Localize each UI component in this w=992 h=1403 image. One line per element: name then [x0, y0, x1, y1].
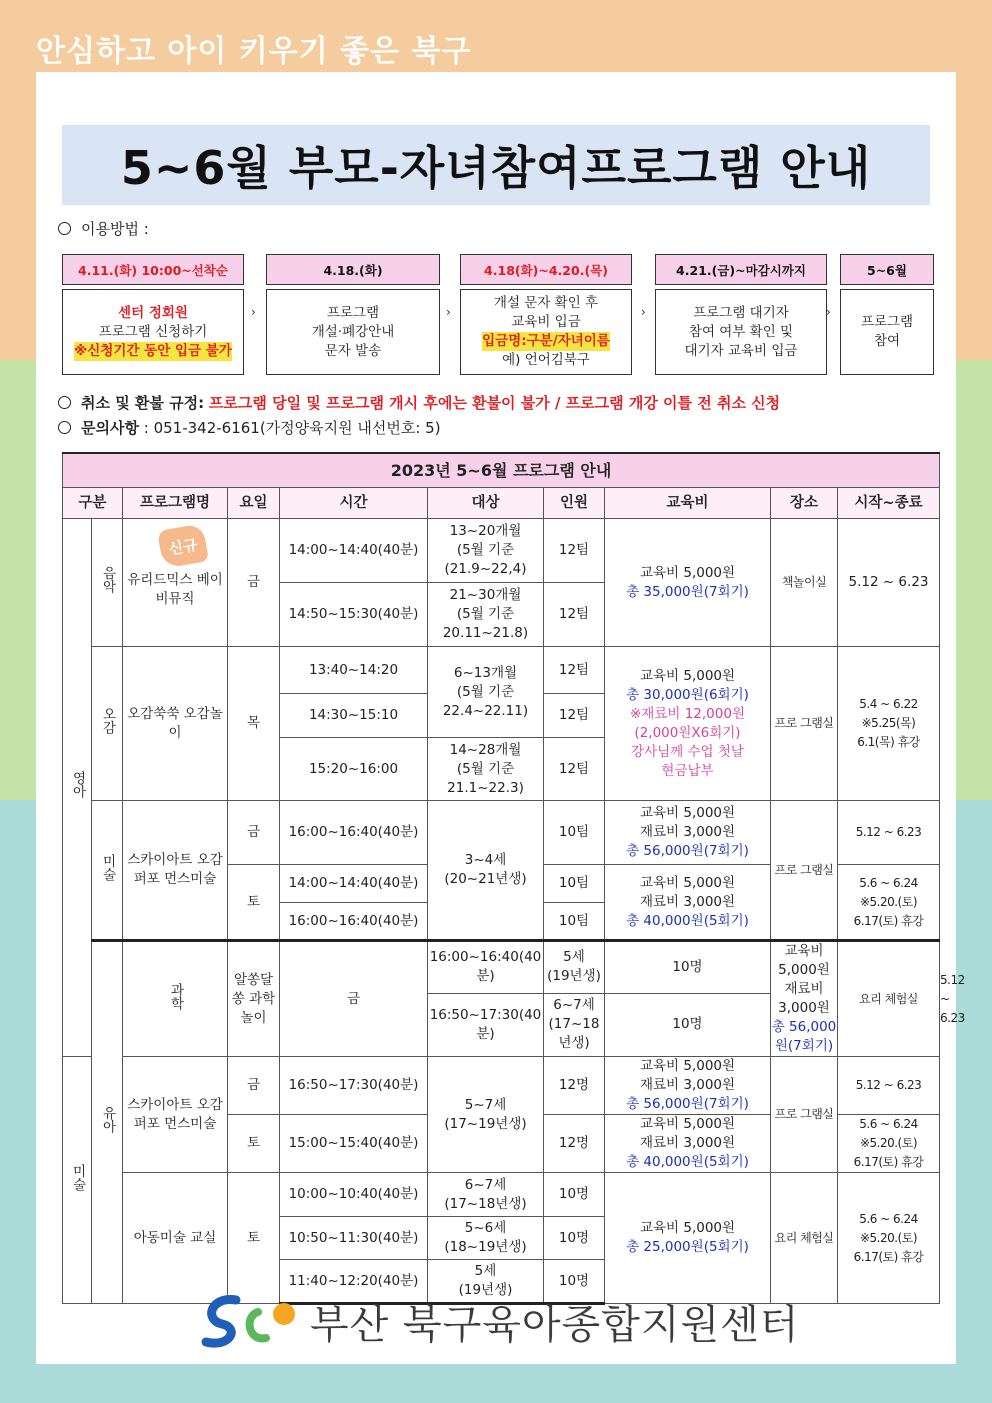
program-name: 오감쑥쑥 오감놀이	[123, 647, 228, 801]
step-3-line-2: 교육비 입금	[511, 314, 581, 330]
time-cell: 10:00~10:40(40분)	[280, 1173, 428, 1217]
period-note: 6.17(토) 휴강	[853, 1155, 924, 1169]
period-note: ※5.20.(토)	[859, 894, 918, 909]
center-logo-icon	[200, 1290, 300, 1352]
fee-total: 총 56,000원(7회기)	[626, 843, 749, 859]
fee-note: 현금납부	[661, 762, 714, 779]
subcategory-art-label: 미술	[99, 853, 116, 881]
fee-cell	[605, 865, 771, 941]
fee-material: 재료비 3,000원	[639, 824, 736, 840]
target-text: 6~13개월	[453, 664, 518, 681]
step-4-line-1: 프로그램 대기자	[693, 304, 789, 321]
capacity-cell: 10팀	[544, 801, 605, 865]
target-cell	[544, 993, 605, 1056]
fee-text: 교육비 5,000원	[639, 1116, 736, 1132]
step-5	[840, 254, 934, 374]
time-cell: 11:40~12:20(40분)	[280, 1260, 428, 1304]
fee-cell	[605, 1057, 771, 1115]
step-5-line-1: 프로그램	[860, 314, 914, 330]
subcategory-science	[123, 941, 228, 1057]
fee-cell	[605, 647, 771, 801]
target-cell	[428, 1217, 544, 1260]
header-program: 프로그램명	[123, 488, 228, 519]
target-text: 5세	[474, 1263, 497, 1279]
header-target: 대상	[428, 488, 544, 519]
target-text: 22.4~22.11)	[442, 702, 529, 719]
target-text: (19년생)	[547, 968, 601, 985]
step-4-line-3: 대기자 교육비 입금	[684, 342, 798, 359]
header-place: 장소	[771, 488, 838, 519]
time-cell: 14:00~14:40(40분)	[280, 865, 428, 903]
capacity-cell: 10팀	[544, 865, 605, 903]
header-capacity: 인원	[544, 488, 605, 519]
title-box	[62, 125, 930, 205]
header-period: 시작~종료	[838, 488, 940, 519]
time-cell: 16:50~17:30(40분)	[280, 1057, 428, 1115]
capacity-cell: 10명	[544, 1173, 605, 1217]
step-3	[460, 254, 632, 374]
target-text: 6~7세	[464, 1176, 507, 1193]
period-note: ※5.25(목)	[861, 716, 916, 730]
period-cell: 5.12 ~ 6.23	[838, 1057, 940, 1115]
capacity-cell: 12명	[544, 1115, 605, 1173]
category-infant	[63, 519, 92, 1057]
step-3-body	[460, 289, 632, 375]
program-name: 스카이아트 오감퍼포 먼스미술	[123, 801, 228, 941]
subcategory-sense	[92, 647, 123, 801]
program-name: 알쏭달쏭 과학놀이	[228, 941, 280, 1057]
place-cell: 프로 그램실	[771, 801, 838, 941]
period-text: 5.6 ~ 6.24	[859, 1211, 918, 1226]
category-child-label: 유아	[99, 1106, 116, 1133]
target-text: 5세	[563, 949, 585, 966]
time-cell: 14:00~14:40(40분)	[280, 519, 428, 583]
circle-bullet-icon	[58, 421, 71, 434]
arrow-icon: ›	[251, 305, 256, 319]
fee-text: 교육비 5,000원	[639, 667, 736, 684]
target-text: (19년생)	[458, 1282, 513, 1298]
period-cell	[838, 1173, 940, 1304]
target-text: (5월 기준	[456, 683, 515, 700]
capacity-cell: 10팀	[544, 903, 605, 941]
contact-bullet	[58, 417, 441, 438]
period-note: ※5.20.(토)	[859, 1230, 918, 1245]
table-row	[63, 801, 940, 865]
capacity-cell: 12팀	[544, 647, 605, 694]
period-text: 5.4 ~ 6.22	[859, 697, 918, 711]
day-cell: 토	[228, 1173, 280, 1304]
time-cell: 15:00~15:40(40분)	[280, 1115, 428, 1173]
period-note: 6.1(목) 휴강	[857, 735, 920, 749]
target-text: 3~4세	[464, 852, 507, 868]
day-cell: 금	[228, 1057, 280, 1115]
capacity-cell: 12팀	[544, 694, 605, 738]
table-header-row	[63, 488, 940, 519]
capacity-cell: 10명	[605, 941, 771, 994]
step-1-line-1: 센터 정회원	[118, 304, 188, 321]
fee-text: 교육비 5,000원	[639, 874, 736, 891]
target-cell	[428, 801, 544, 941]
step-4-body	[655, 289, 827, 375]
target-text: 5~7세	[464, 1096, 507, 1113]
header-time: 시간	[280, 488, 428, 519]
period-text: 5.6 ~ 6.24	[859, 875, 918, 890]
target-text: (17~19년생)	[444, 1115, 527, 1132]
day-cell: 토	[228, 1115, 280, 1173]
refund-label: 취소 및 환불 규정:	[81, 394, 205, 412]
step-5-line-2: 참여	[873, 333, 901, 349]
subcategory-music-label: 음악	[99, 566, 116, 593]
step-1-line-3: ※신청기간 동안 입금 불가	[74, 342, 232, 359]
time-cell: 13:40~14:20	[280, 647, 428, 694]
fee-total: 총 40,000원(5회기)	[626, 912, 749, 929]
header-day: 요일	[228, 488, 280, 519]
place-cell: 프로 그램실	[771, 1057, 838, 1173]
category-child	[92, 941, 123, 1304]
capacity-cell: 10명	[544, 1260, 605, 1304]
target-cell	[544, 941, 605, 994]
target-text: 21.1~22.3)	[447, 779, 524, 796]
table-row	[63, 1057, 940, 1115]
step-2-line-1: 프로그램	[326, 304, 380, 321]
step-1-line-2: 프로그램 신청하기	[98, 323, 208, 340]
target-text: 20.11~21.8)	[442, 625, 529, 641]
step-1-head: 4.11.(화) 10:00~선착순	[62, 254, 244, 285]
period-cell: 5.12 ~ 6.23	[838, 801, 940, 865]
period-cell: 5.12 ~ 6.23	[838, 519, 940, 647]
target-text: 13~20개월	[449, 523, 522, 539]
target-cell	[428, 1173, 544, 1217]
arrow-icon: ›	[446, 305, 451, 319]
target-text: (17~18년생)	[444, 1195, 527, 1212]
fee-total: 총 35,000원(7회기)	[626, 583, 749, 600]
fee-cell	[771, 941, 838, 1057]
target-text: 5~6세	[464, 1220, 507, 1236]
target-cell	[428, 583, 544, 647]
fee-note: 강사님께 수업 첫날	[631, 743, 744, 760]
step-1-body	[62, 289, 244, 375]
fee-cell	[605, 801, 771, 865]
target-text: (5월 기준	[456, 760, 515, 777]
time-cell: 16:00~16:40(40분)	[428, 941, 544, 994]
contact-label: 문의사항	[81, 419, 139, 437]
header-fee: 교육비	[605, 488, 771, 519]
step-2	[266, 254, 440, 374]
arrow-icon: ›	[641, 305, 646, 319]
period-cell	[838, 865, 940, 941]
fee-text: 교육비 5,000원	[639, 564, 736, 581]
program-name: 유리드믹스 베이비뮤직	[123, 519, 228, 647]
place-cell: 요리 체험실	[771, 1173, 838, 1304]
capacity-cell: 10명	[544, 1217, 605, 1260]
slogan: 안심하고 아이 키우기 좋은 북구	[36, 34, 472, 69]
new-badge: 신규	[157, 523, 209, 568]
fee-text: 교육비 5,000원	[639, 805, 736, 821]
fee-total: 총 56,000원(7회기)	[771, 1019, 837, 1054]
table-title: 2023년 5~6월 프로그램 안내	[63, 453, 940, 488]
refund-text: 프로그램 당일 및 프로그램 개시 후에는 환불이 불가 / 프로그램 개강 이틀 전 취소 신청	[208, 394, 781, 412]
step-2-line-3: 문자 발송	[324, 342, 382, 359]
fee-text: 교육비 5,000원	[778, 943, 830, 978]
step-3-head: 4.18(화)~4.20.(목)	[460, 254, 632, 285]
step-4	[655, 254, 827, 374]
time-cell: 14:50~15:30(40분)	[280, 583, 428, 647]
refund-bullet	[58, 392, 780, 413]
day-cell: 금	[228, 519, 280, 647]
subcategory-science-label: 과학	[167, 982, 184, 1010]
footer-logo	[200, 1290, 799, 1352]
capacity-cell: 10명	[605, 993, 771, 1056]
target-text: (5월 기준	[456, 542, 515, 558]
target-text: (17~18년생)	[548, 1016, 600, 1052]
step-3-line-1: 개설 문자 확인 후	[493, 295, 599, 311]
schedule-table	[62, 452, 940, 1305]
arrow-icon: ›	[826, 305, 831, 319]
capacity-cell: 12팀	[544, 583, 605, 647]
target-text: 21~30개월	[449, 587, 522, 603]
fee-material: 재료비 3,000원	[639, 893, 736, 910]
program-name: 스카이아트 오감퍼포 먼스미술	[123, 1057, 228, 1173]
day-cell: 금	[280, 941, 428, 1057]
capacity-cell: 12팀	[544, 738, 605, 801]
step-4-line-2: 참여 여부 확인 및	[688, 323, 794, 340]
fee-total: 총 56,000원(7회기)	[626, 1096, 749, 1112]
usage-bullet	[58, 218, 149, 239]
table-row	[63, 1173, 940, 1217]
place-cell: 책놀이실	[771, 519, 838, 647]
fee-cell	[605, 519, 771, 647]
time-cell: 14:30~15:10	[280, 694, 428, 738]
fee-material: (2,000원Ⅹ6회기)	[634, 724, 741, 741]
step-5-head: 5~6월	[840, 254, 934, 285]
fee-cell	[605, 1173, 771, 1304]
circle-bullet-icon	[58, 396, 71, 409]
fee-total: 총 30,000원(6회기)	[626, 686, 749, 703]
time-cell: 16:00~16:40(40분)	[280, 903, 428, 941]
target-text: (21.9~22,4)	[444, 561, 527, 577]
step-2-head: 4.18.(화)	[266, 254, 440, 285]
header-category: 구분	[63, 488, 123, 519]
period-cell	[838, 647, 940, 801]
contact-text: : 051-342-6161(가정양육지원 내선번호: 5)	[143, 419, 441, 437]
place-cell: 요리 체험실	[838, 941, 940, 1057]
subcategory-music	[92, 519, 123, 647]
subcategory-art	[92, 801, 123, 941]
target-cell	[428, 1057, 544, 1173]
fee-material: ※재료비 12,000원	[629, 705, 745, 722]
time-cell: 15:20~16:00	[280, 738, 428, 801]
day-cell: 목	[228, 647, 280, 801]
capacity-cell: 12팀	[544, 519, 605, 583]
day-cell: 금	[228, 801, 280, 865]
target-cell	[428, 519, 544, 583]
period-cell	[838, 1115, 940, 1173]
target-text: 14~28개월	[449, 741, 522, 758]
target-text: (5월 기준	[456, 606, 515, 622]
step-1	[62, 254, 244, 374]
table-row	[63, 941, 940, 994]
step-3-line-3: 입금명:구분/자녀이름	[482, 333, 610, 349]
fee-text: 교육비 5,000원	[639, 1058, 736, 1074]
step-2-body	[266, 289, 440, 375]
target-cell	[428, 738, 544, 801]
circle-bullet-icon	[58, 222, 71, 235]
target-text: (20~21년생)	[444, 871, 527, 887]
step-5-body	[840, 289, 934, 375]
fee-material: 재료비 3,000원	[639, 1077, 736, 1093]
period-note: ※5.20.(토)	[859, 1136, 918, 1150]
place-cell: 프로 그램실	[771, 647, 838, 801]
fee-total: 총 40,000원(5회기)	[626, 1154, 749, 1170]
capacity-cell: 12명	[544, 1057, 605, 1115]
category-infant-label: 영아	[69, 771, 86, 798]
center-name: 부산 북구육아종합지원센터	[310, 1301, 800, 1348]
step-2-line-2: 개설·폐강안내	[311, 323, 395, 340]
subcategory-art-label: 미술	[69, 1163, 86, 1191]
time-cell: 16:00~16:40(40분)	[280, 801, 428, 865]
fee-material: 재료비 3,000원	[778, 981, 830, 1016]
period-text: 5.6 ~ 6.24	[859, 1117, 918, 1131]
subcategory-sense-label: 오감	[99, 707, 116, 734]
table-row	[63, 647, 940, 694]
page-title: 5~6월 부모-자녀참여프로그램 안내	[120, 141, 872, 195]
program-name: 아동미술 교실	[123, 1173, 228, 1304]
period-note: 6.17(토) 휴강	[853, 1249, 924, 1264]
fee-material: 재료비 3,000원	[639, 1135, 736, 1151]
fee-cell	[605, 1115, 771, 1173]
target-text: 6~7세	[553, 997, 595, 1014]
time-cell: 10:50~11:30(40분)	[280, 1217, 428, 1260]
fee-text: 교육비 5,000원	[639, 1220, 736, 1236]
step-4-head: 4.21.(금)~마감시까지	[655, 254, 827, 285]
target-text: (18~19년생)	[444, 1239, 527, 1255]
step-3-line-4: 예) 언어김북구	[502, 352, 590, 368]
target-cell	[428, 647, 544, 738]
time-cell: 16:50~17:30(40분)	[428, 993, 544, 1056]
subcategory-art	[63, 1057, 92, 1304]
day-cell: 토	[228, 865, 280, 941]
fee-total: 총 25,000원(5회기)	[626, 1239, 749, 1255]
period-note: 6.17(토) 휴강	[853, 913, 924, 928]
usage-label: 이용방법 :	[81, 220, 149, 238]
